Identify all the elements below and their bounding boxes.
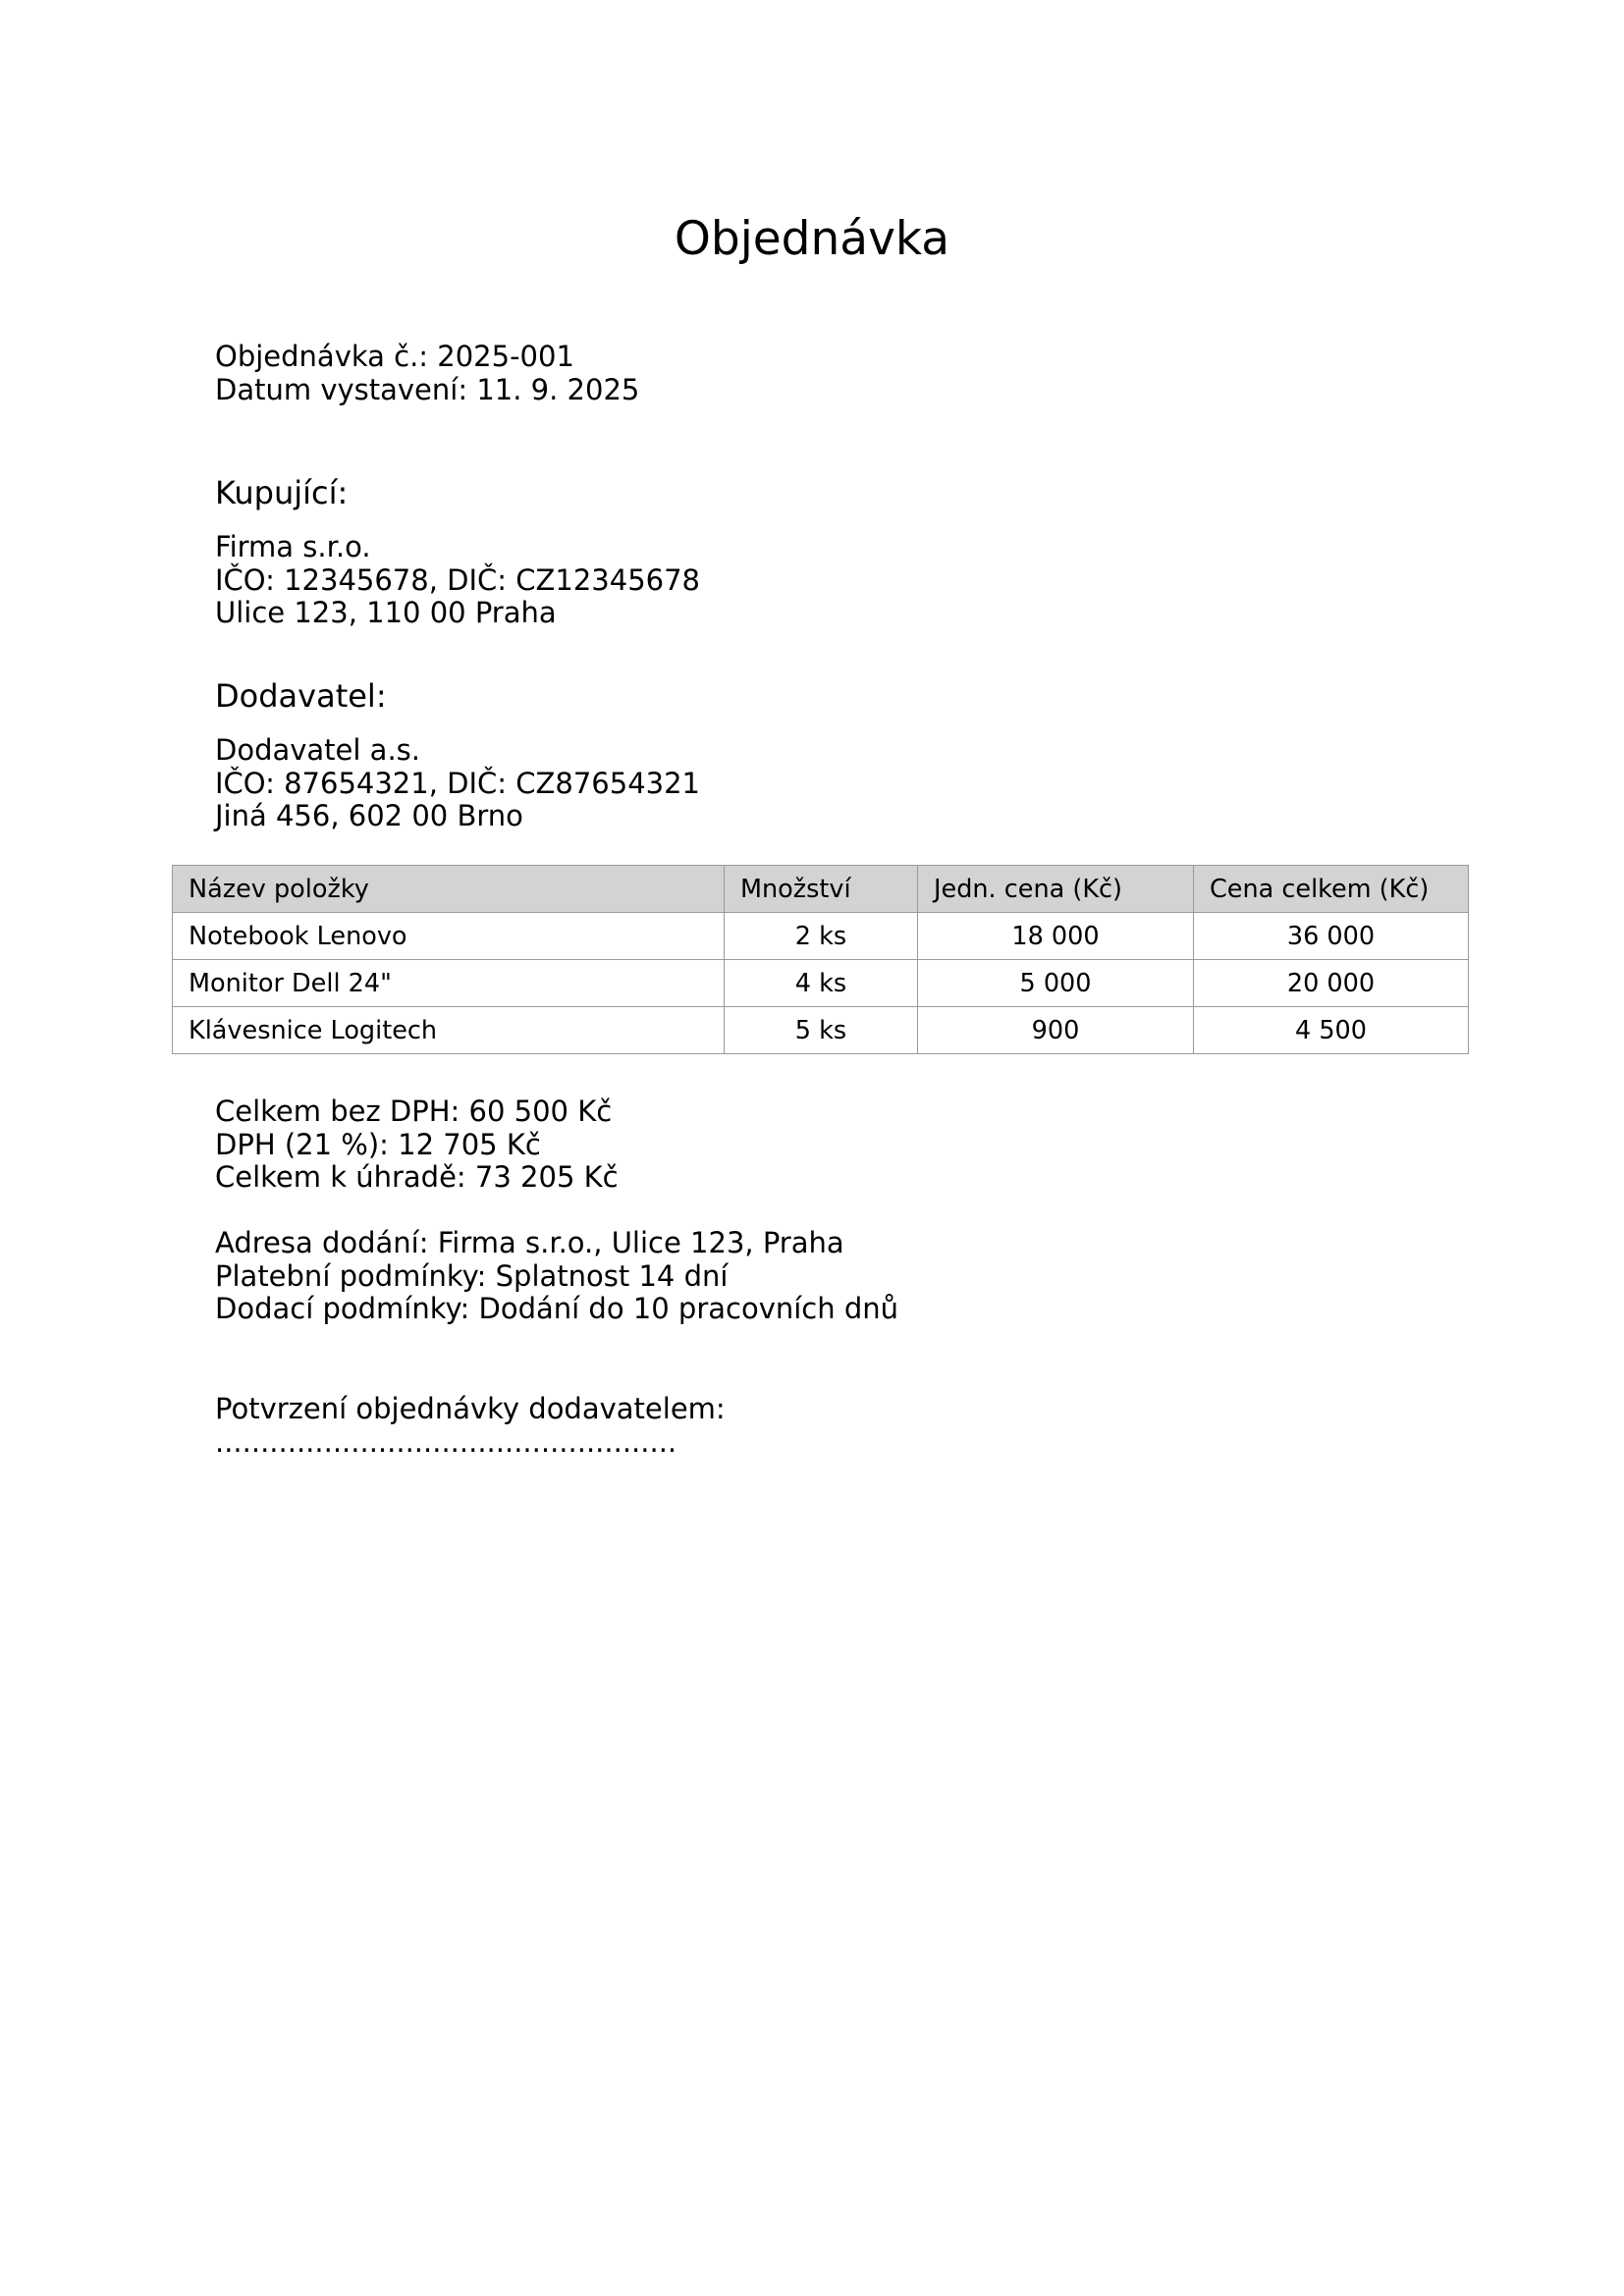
issue-date: Datum vystavení: 11. 9. 2025 [215,372,640,406]
item-unit-price: 5 000 [918,960,1194,1007]
supplier-address: Jiná 456, 602 00 Brno [215,799,523,832]
table-row [173,960,1469,1007]
header-item-name: Název položky [173,866,725,913]
delivery-address: Adresa dodání: Firma s.r.o., Ulice 123, Praha [215,1226,844,1259]
signature-line: ................................................... [215,1424,677,1459]
vat-amount: DPH (21 %): 12 705 Kč [215,1127,541,1161]
item-unit-price: 18 000 [918,913,1194,960]
items-table [172,865,1469,1054]
total-without-vat: Celkem bez DPH: 60 500 Kč [215,1095,613,1128]
header-unit-price: Jedn. cena (Kč) [918,866,1194,913]
item-name: Monitor Dell 24" [173,960,725,1007]
item-name: Klávesnice Logitech [173,1007,725,1054]
delivery-terms: Dodací podmínky: Dodání do 10 pracovních dnů [215,1292,899,1325]
buyer-ids: IČO: 12345678, DIČ: CZ12345678 [215,562,700,597]
supplier-name: Dodavatel a.s. [215,733,420,767]
table-row [173,1007,1469,1054]
table-header-row [173,866,1469,913]
item-quantity: 5 ks [725,1007,918,1054]
terms [215,1227,898,1326]
order-number: Objednávka č.: 2025-001 [215,340,574,373]
buyer-details [215,531,700,630]
item-name: Notebook Lenovo [173,913,725,960]
totals [215,1095,619,1195]
order-info [215,341,639,406]
document-title: Objednávka [674,212,950,266]
item-total-price: 20 000 [1194,960,1469,1007]
header-total-price: Cena celkem (Kč) [1194,866,1469,913]
total-due: Celkem k úhradě: 73 205 Kč [215,1160,619,1194]
buyer-name: Firma s.r.o. [215,530,371,563]
supplier-ids: IČO: 87654321, DIČ: CZ87654321 [215,766,700,800]
supplier-heading: Dodavatel: [215,677,387,715]
item-total-price: 4 500 [1194,1007,1469,1054]
confirmation [215,1393,726,1459]
item-quantity: 2 ks [725,913,918,960]
buyer-address: Ulice 123, 110 00 Praha [215,596,557,629]
item-quantity: 4 ks [725,960,918,1007]
confirmation-label: Potvrzení objednávky dodavatelem: [215,1392,726,1425]
item-total-price: 36 000 [1194,913,1469,960]
supplier-details [215,734,700,833]
table-row [173,913,1469,960]
payment-terms: Platební podmínky: Splatnost 14 dní [215,1258,729,1293]
buyer-heading: Kupující: [215,474,349,511]
item-unit-price: 900 [918,1007,1194,1054]
header-quantity: Množství [725,866,918,913]
